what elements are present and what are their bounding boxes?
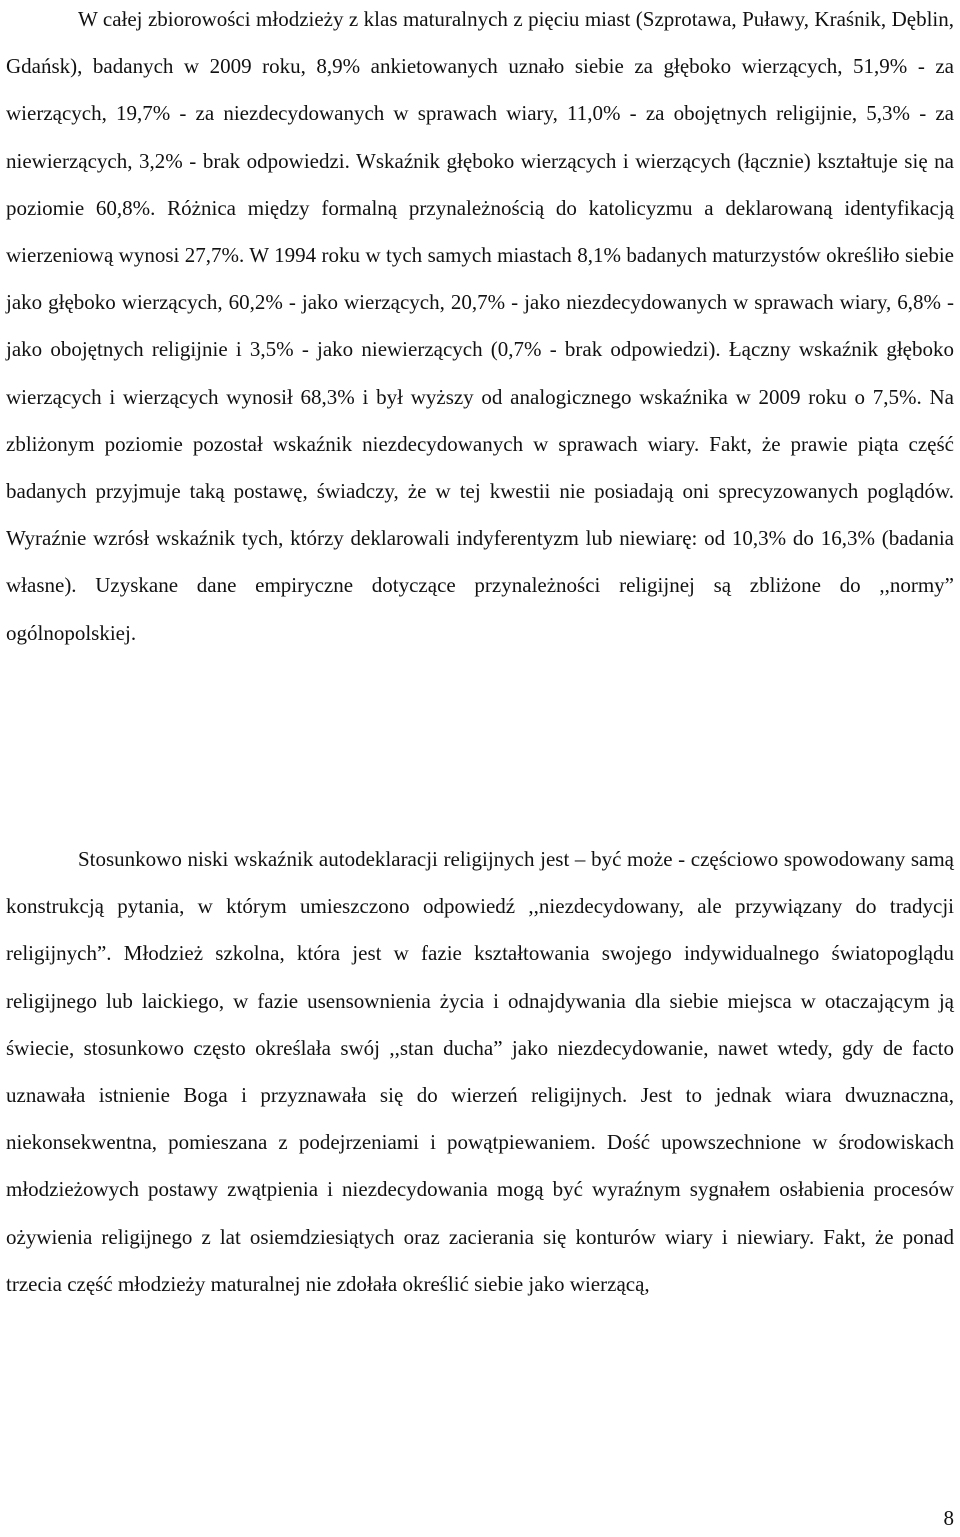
body-paragraph-1: W całej zbiorowości młodzieży z klas maturalnych z pięciu miast (Szprotawa, Puławy, Kraśnik, Dęblin, Gdańsk), badanych w 2009 roku, 8,9% ankietowanych uznało siebie za głęboko wierzących, 51,9% - za wierzących, 19,7% - za niezdecydowanych w sprawach wiary, 11,0% - za obojętnych religijnie, 5,3% - za niewierzących, 3,2% - brak odpowiedzi. Wskaźnik głęboko wierzących i wierzących (łącznie) kształtuje się na poziomie 60,8%. Różnica między formalną przynależnością do katolicyzmu a deklarowaną identyfikacją wierzeniową wynosi 27,7%. W 1994 roku w tych samych miastach 8,1% badanych maturzystów określiło siebie jako głęboko wierzących, 60,2% - jako wierzących, 20,7% - jako niezdecydowanych w sprawach wiary, 6,8% - jako obojętnych religijnie i 3,5% - jako niewierzących (0,7% - brak odpowiedzi). Łączny wskaźnik głęboko wierzących i wierzących wynosił 68,3% i był wyższy od analogicznego wskaźnika w 2009 roku o 7,5%. Na zbliżonym poziomie pozostał wskaźnik niezdecydowanych w sprawach wiary. Fakt, że prawie piąta część badanych przyjmuje taką postawę, świadczy, że w tej kwestii nie posiadają oni sprecyzowanych poglądów. Wyraźnie wzrósł wskaźnik tych, którzy deklarowali indyferentyzm lub niewiarę: od 10,3% do 16,3% (badania własne). Uzyskane dane empiryczne dotyczące przynależności religijnej są zbliżone do ,,normy” ogólnopolskiej. [6, 7, 954, 645]
page-number: 8 [943, 1506, 954, 1530]
body-paragraph-2: Stosunkowo niski wskaźnik autodeklaracji religijnych jest – być może - częściowo spowodowany samą konstrukcją pytania, w którym umieszczono odpowiedź ,,niezdecydowany, ale przywiązany do tradycji religijnych”. Młodzież szkolna, która jest w fazie kształtowania swojego indywidualnego światopoglądu religijnego lub laickiego, w fazie usensownienia życia i odnajdywania dla siebie miejsca w otaczającym ją świecie, stosunkowo często określała swój ,,stan ducha” jako niezdecydowanie, nawet wtedy, gdy de facto uznawała istnienie Boga i przyznawała się do wierzeń religijnych. Jest to jednak wiara dwuznaczna, niekonsekwentna, pomieszana z podejrzeniami i powątpiewaniem. Dość upowszechnione w środowiskach młodzieżowych postawy zwątpienia i niezdecydowania mogą być wyraźnym sygnałem osłabienia procesów ożywienia religijnego z lat osiemdziesiątych oraz zacierania się konturów wiary i niewiary. Fakt, że ponad trzecia część młodzieży maturalnej nie zdołała określić siebie jako wierzącą, [6, 847, 954, 1296]
